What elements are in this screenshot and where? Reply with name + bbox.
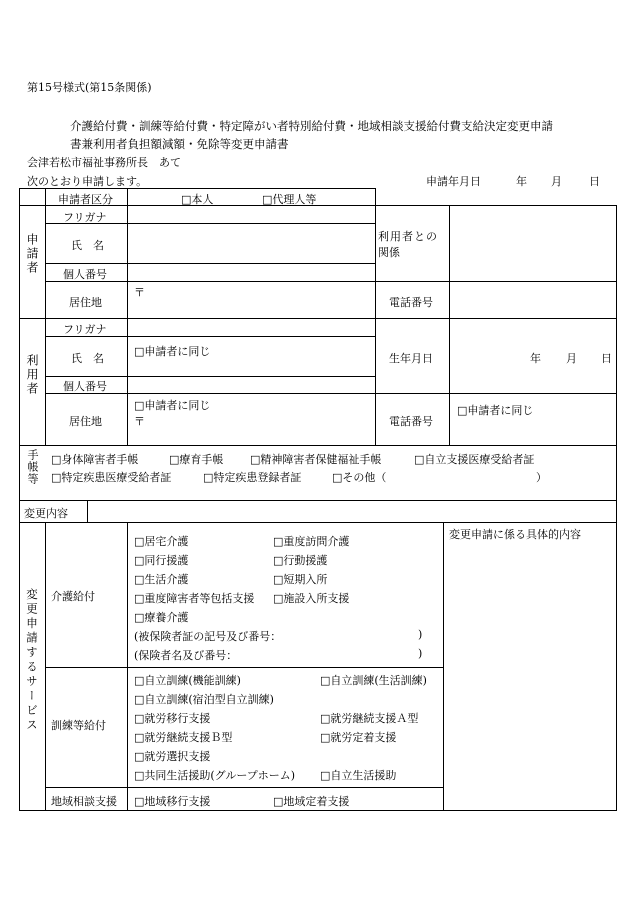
handbook-other-checkbox[interactable]: □その他（ [332, 471, 387, 484]
handbook-specified-disease-checkbox[interactable]: □特定疾患医療受給者証 [51, 471, 172, 484]
applicant-category-label: 申請者区分 [58, 193, 113, 206]
birth-year: 年 [530, 352, 541, 365]
handbook-mental-checkbox[interactable]: □精神障害者保健福祉手帳 [250, 453, 382, 466]
user-postal-mark: 〒 [134, 415, 145, 428]
community-support-label: 地域相談支援 [51, 795, 117, 808]
user-address-same-checkbox[interactable]: □申請者に同じ [134, 399, 211, 412]
relation-label-line2: 関係 [378, 246, 400, 259]
applicant-personal-number-label: 個人番号 [63, 268, 107, 281]
applicant-postal-mark: 〒 [134, 286, 145, 299]
applicant-agent-checkbox[interactable]: □代理人等 [262, 193, 317, 206]
form-number: 第15号様式(第15条関係) [27, 81, 152, 94]
training-function-checkbox[interactable]: □自立訓練(機能訓練) [134, 674, 241, 687]
form-title-line2: 書兼利用者負担額減額・免除等変更申請書 [70, 137, 289, 151]
handbook-section-label: 手帳等 [26, 449, 39, 485]
care-short-stay-checkbox[interactable]: □短期入所 [273, 573, 328, 586]
training-life-checkbox[interactable]: □自立訓練(生活訓練) [320, 674, 427, 687]
employment-continuation-b-checkbox[interactable]: □就労継続支援Ｂ型 [134, 731, 233, 744]
user-name-same-checkbox[interactable]: □申請者に同じ [134, 345, 211, 358]
insured-card-label: (被保険者証の記号及び番号： [134, 630, 282, 643]
handbook-rehab-checkbox[interactable]: □療育手帳 [169, 453, 224, 466]
insured-card-close: ) [418, 628, 423, 641]
applicant-phone-label: 電話番号 [389, 296, 433, 309]
care-behavior-support-checkbox[interactable]: □行動援護 [273, 554, 328, 567]
handbook-other-close: ） [536, 471, 547, 484]
care-comprehensive-checkbox[interactable]: □重度障害者等包括支援 [134, 592, 255, 605]
date-label: 申請年月日 [426, 175, 481, 188]
user-personal-number-label: 個人番号 [63, 380, 107, 393]
handbook-disease-registration-checkbox[interactable]: □特定疾患登録者証 [203, 471, 302, 484]
community-transition-checkbox[interactable]: □地域移行支援 [134, 795, 211, 808]
form-title-line1: 介護給付費・訓練等給付費・特定障がい者特別給付費・地域相談支援給付費支給決定変更申請 [70, 119, 553, 133]
care-facility-checkbox[interactable]: □施設入所支援 [273, 592, 350, 605]
date-year: 年 [516, 175, 527, 188]
insurer-close: ) [418, 647, 423, 660]
change-content-label: 変更内容 [24, 507, 68, 520]
user-name-label: 氏 名 [71, 352, 104, 365]
handbook-medical-checkbox[interactable]: □自立支援医療受給者証 [414, 453, 535, 466]
birth-day: 日 [601, 352, 612, 365]
date-day: 日 [589, 175, 600, 188]
applicant-furigana-label: フリガナ [63, 211, 107, 224]
care-medical-care-checkbox[interactable]: □療養介護 [134, 611, 189, 624]
user-section-label: 利用者 [25, 354, 39, 396]
user-phone-same-checkbox[interactable]: □申請者に同じ [457, 404, 534, 417]
change-detail-label: 変更申請に係る具体的内容 [449, 528, 581, 541]
birth-date-label: 生年月日 [389, 352, 433, 365]
care-benefit-label: 介護給付 [51, 590, 95, 603]
insurer-label: (保険者名及び番号： [134, 649, 238, 662]
care-life-care-checkbox[interactable]: □生活介護 [134, 573, 189, 586]
applicant-self-checkbox[interactable]: □本人 [181, 193, 214, 206]
employment-continuation-a-checkbox[interactable]: □就労継続支援Ａ型 [320, 712, 419, 725]
applicant-name-label: 氏 名 [71, 239, 104, 252]
intro-text: 次のとおり申請します。 [27, 175, 148, 188]
user-phone-label: 電話番号 [389, 415, 433, 428]
user-furigana-label: フリガナ [63, 323, 107, 336]
care-accompany-checkbox[interactable]: □同行援護 [134, 554, 189, 567]
care-severe-visit-checkbox[interactable]: □重度訪問介護 [273, 535, 350, 548]
group-home-checkbox[interactable]: □共同生活援助(グループホーム) [134, 769, 296, 782]
services-section-label: 変更申請するサービス [25, 588, 39, 733]
employment-transition-checkbox[interactable]: □就労移行支援 [134, 712, 211, 725]
user-address-label: 居住地 [69, 415, 102, 428]
training-residential-checkbox[interactable]: □自立訓練(宿泊型自立訓練) [134, 693, 274, 706]
employment-retention-checkbox[interactable]: □就労定着支援 [320, 731, 397, 744]
handbook-physical-checkbox[interactable]: □身体障害者手帳 [51, 453, 139, 466]
birth-month: 月 [566, 352, 577, 365]
addressee: 会津若松市福祉事務所長 あて [27, 156, 181, 169]
applicant-section-label: 申請者 [25, 233, 39, 275]
care-home-care-checkbox[interactable]: □居宅介護 [134, 535, 189, 548]
applicant-address-label: 居住地 [69, 296, 102, 309]
employment-selection-checkbox[interactable]: □就労選択支援 [134, 750, 211, 763]
independent-living-checkbox[interactable]: □自立生活援助 [320, 769, 397, 782]
training-benefit-label: 訓練等給付 [51, 719, 106, 732]
community-settlement-checkbox[interactable]: □地域定着支援 [273, 795, 350, 808]
relation-label-line1: 利用者との [378, 230, 438, 243]
date-month: 月 [551, 175, 562, 188]
